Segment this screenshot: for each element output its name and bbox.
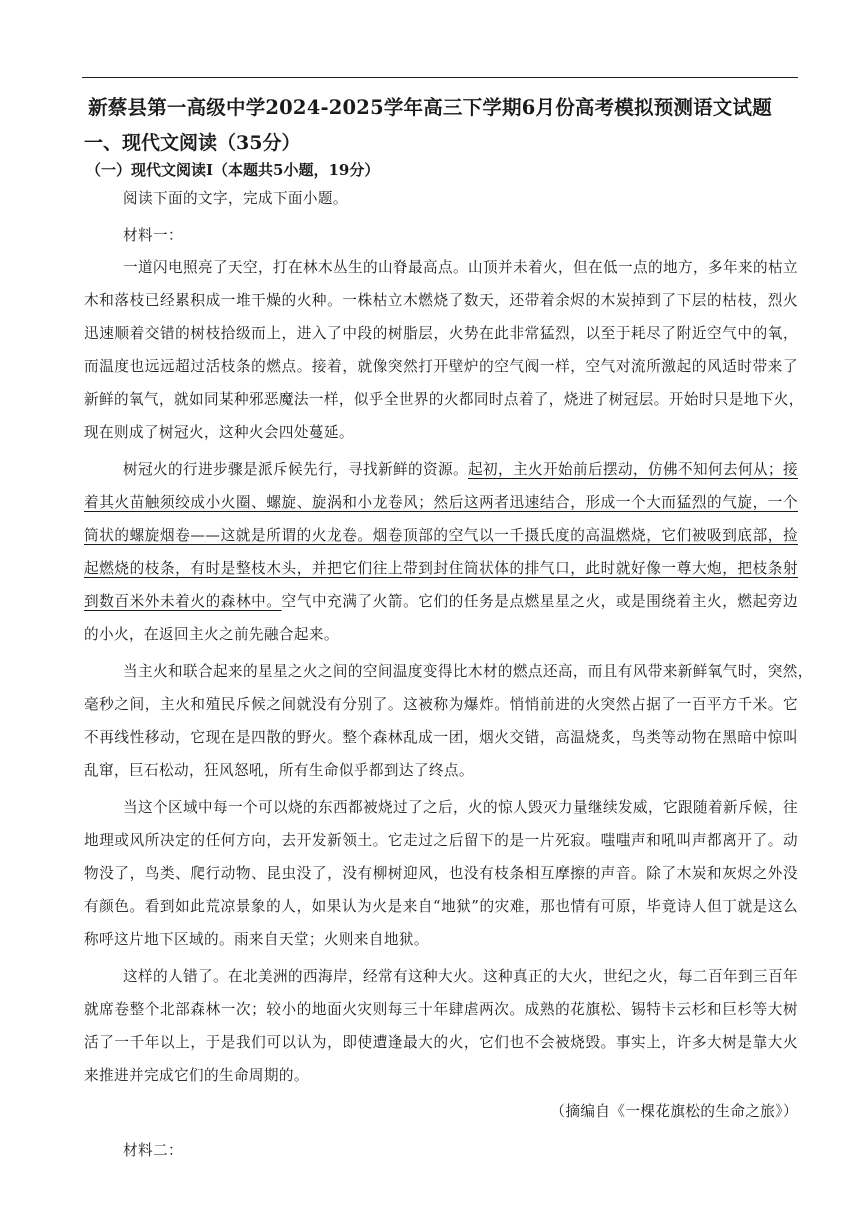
section-heading: 一、现代文阅读（35分） — [84, 132, 301, 154]
header-rule — [82, 77, 798, 78]
underlined-passage: 起燃烧的枝条，有时是整枝木头，并把它们往上带到封住筒状体的排气口，此时就好像一尊大炮，把枝条射 — [84, 560, 798, 577]
underlined-passage: 到数百米外未着火的森林中。 — [84, 593, 282, 610]
paragraph-1-line: 木和落枝已经累积成一堆干燥的火种。一株枯立木燃烧了数天，还带着余烬的木炭掉到了下层的枯枝，烈火 — [84, 292, 798, 309]
paragraph-5-line: 就席卷整个北部森林一次；较小的地面火灾则每三十年肆虐两次。成熟的花旗松、锡特卡云杉和巨杉等大树 — [84, 1001, 798, 1018]
paragraph-5-line: 这样的人错了。在北美洲的西海岸，经常有这种大火。这种真正的大火，世纪之火，每二百年到三百年 — [123, 968, 798, 985]
underlined-passage: 起初，主火开始前后摆动，仿佛不知何去何从；接 — [468, 461, 798, 478]
paragraph-2-line: 的小火，在返回主火之前先融合起来。 — [84, 626, 339, 643]
subsection-heading: （一）现代文阅读Ⅰ（本题共5小题，19分） — [86, 161, 380, 179]
paragraph-2-line — [123, 458, 798, 479]
paragraph-2-line — [84, 590, 798, 611]
paragraph-4-line: 地理或风所决定的任何方向，去开发新领土。它走过之后留下的是一片死寂。嗤嗤声和吼叫声都离开了。动 — [84, 832, 798, 849]
underlined-passage: 着其火苗触须绞成小火圈、螺旋、旋涡和小龙卷风；然后这两者迅速结合，形成一个大而猛烈的气旋，一个 — [84, 494, 798, 511]
paragraph-1-line: 迅速顺着交错的树枝拾级而上，进入了中段的树脂层，火势在此非常猛烈，以至于耗尽了附近空气中的氧， — [84, 325, 798, 342]
material-two-label: 材料二： — [123, 1142, 183, 1159]
paragraph-5-line: 活了一千年以上，于是我们可以认为，即使遭逢最大的火，它们也不会被烧毁。事实上，许多大树是靠大火 — [84, 1034, 798, 1051]
exam-title: 新蔡县第一高级中学2024-2025学年高三下学期6月份高考模拟预测语文试题 — [88, 96, 772, 119]
paragraph-3-line: 不再线性移动，它现在是四散的野火。整个森林乱成一团，烟火交错，高温烧炙，鸟类等动物在黑暗中惊叫 — [84, 729, 798, 746]
paragraph-1-line: 新鲜的氧气，就如同某种邪恶魔法一样，似乎全世界的火都同时点着了，烧进了树冠层。开始时只是地下火， — [84, 391, 804, 408]
paragraph-5-line: 来推进并完成它们的生命周期的。 — [84, 1067, 309, 1084]
paragraph-4-line: 称呼这片地下区域的。雨来自天堂；火则来自地狱。 — [84, 931, 429, 948]
paragraph-2-text: 树冠火的行进步骤是派斥候先行，寻找新鲜的资源。 — [123, 461, 468, 478]
paragraph-2-text: 空气中充满了火箭。它们的任务是点燃星星之火，或是围绕着主火，燃起旁边 — [281, 593, 798, 610]
paragraph-1-line: 现在则成了树冠火，这种火会四处蔓延。 — [84, 424, 354, 441]
paragraph-1-line: 而温度也远远超过活枝条的燃点。接着，就像突然打开壁炉的空气阀一样，空气对流所激起的风适时带来了 — [84, 358, 798, 375]
paragraph-3-line: 乱窜，巨石松动，狂风怒吼，所有生命似乎都到达了终点。 — [84, 762, 474, 779]
material-one-label: 材料一： — [123, 227, 183, 244]
paragraph-3-line: 当主火和联合起来的星星之火之间的空间温度变得比木材的燃点还高，而且有风带来新鲜氧气时，突然， — [123, 663, 813, 680]
instruction-text: 阅读下面的文字，完成下面小题。 — [123, 190, 348, 207]
source-citation: （摘编自《一棵花旗松的生命之旅》） — [550, 1103, 798, 1120]
paragraph-4-line: 物没了，鸟类、爬行动物、昆虫没了，没有柳树迎风，也没有枝条相互摩擦的声音。除了木炭和灰烬之外没 — [84, 865, 798, 882]
paragraph-4-line: 有颜色。看到如此荒凉景象的人，如果认为火是来自“地狱”的灾难，那也情有可原，毕竟诗人但丁就是这么 — [84, 898, 798, 915]
underlined-passage: 筒状的螺旋烟卷——这就是所谓的火龙卷。烟卷顶部的空气以一千摄氏度的高温燃烧，它们被吸到底部，捡 — [84, 527, 798, 544]
paragraph-4-line: 当这个区域中每一个可以烧的东西都被烧过了之后，火的惊人毁灭力量继续发威，它跟随着新斥候，往 — [123, 799, 798, 816]
paragraph-3-line: 毫秒之间，主火和殖民斥候之间就没有分别了。这被称为爆炸。悄悄前进的火突然占据了一百平方千米。它 — [84, 696, 798, 713]
paragraph-1-line: 一道闪电照亮了天空，打在林木丛生的山脊最高点。山顶并未着火，但在低一点的地方，多年来的枯立 — [123, 259, 798, 276]
